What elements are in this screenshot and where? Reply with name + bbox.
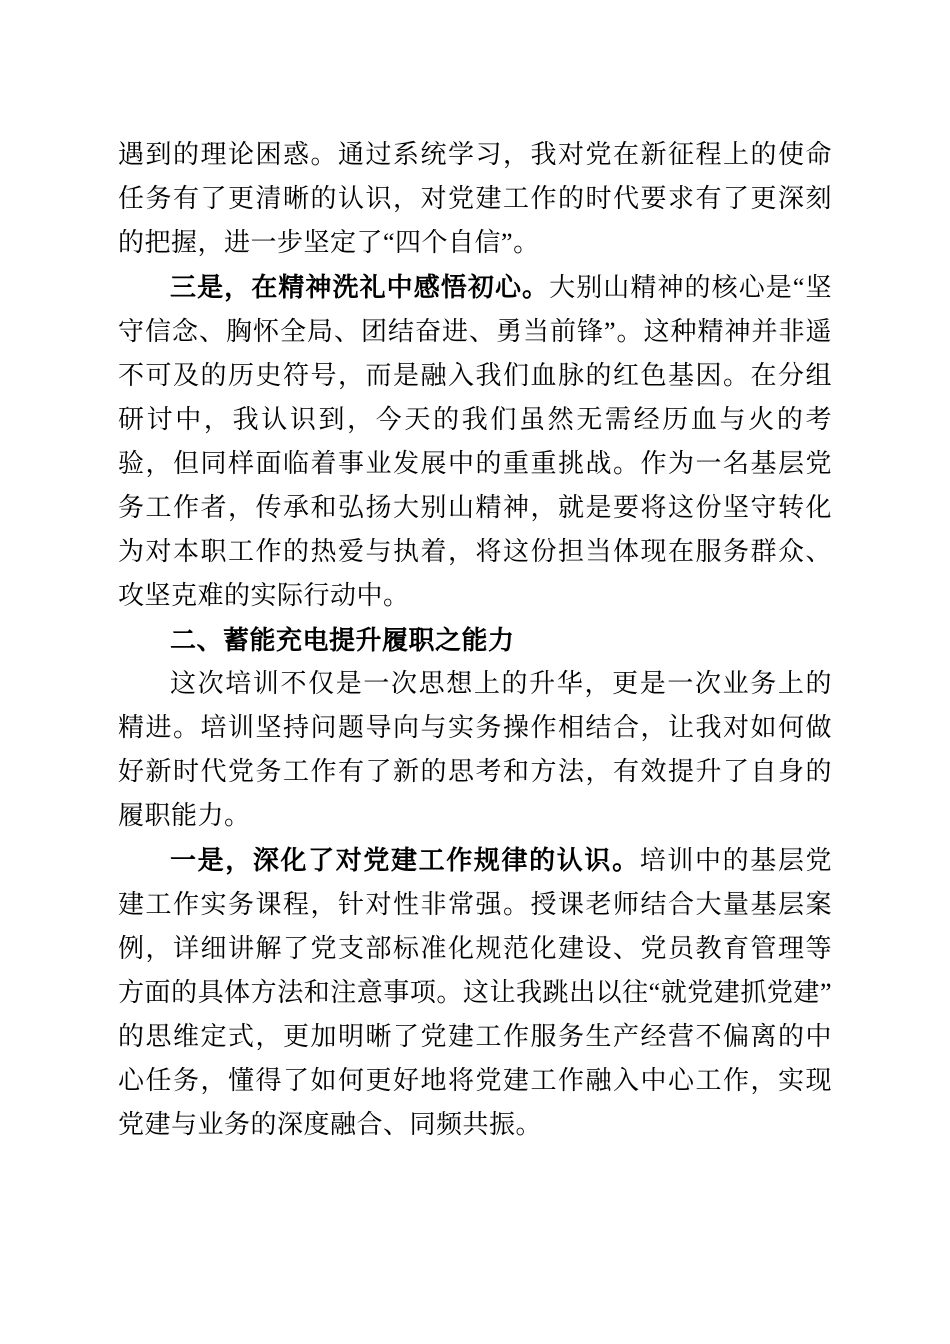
paragraph-lead: 一是，深化了对党建工作规律的认识。 xyxy=(170,845,640,875)
paragraph-lead: 三是，在精神洗礼中感悟初心。 xyxy=(170,272,550,302)
paragraph-text: 遇到的理论困惑。通过系统学习，我对党在新征程上的使命任务有了更清晰的认识，对党建工作的时代要求有了更深刻的把握，进一步坚定了“四个自信”。 xyxy=(118,140,832,257)
paragraph-text: 大别山精神的核心是“坚守信念、胸怀全局、团结奋进、勇当前锋”。这种精神并非遥不可及的历史符号，而是融入我们血脉的红色基因。在分组研讨中，我认识到，今天的我们虽然无需经历血与火的考验，但同样面临着事业发展中的重重挑战。作为一名基层党务工作者，传承和弘扬大别山精神，就是要将这份坚守转化为对本职工作的热爱与执着，将这份担当体现在服务群众、攻坚克难的实际行动中。 xyxy=(118,273,832,610)
paragraph xyxy=(118,133,832,265)
paragraph xyxy=(118,662,832,838)
section-heading: 二、蓄能充电提升履职之能力 xyxy=(170,625,515,655)
paragraph-text: 这次培训不仅是一次思想上的升华，更是一次业务上的精进。培训坚持问题导向与实务操作相结合，让我对如何做好新时代党务工作有了新的思考和方法，有效提升了自身的履职能力。 xyxy=(118,669,832,830)
paragraph xyxy=(118,838,832,1147)
paragraph xyxy=(118,265,832,618)
paragraph-text: 培训中的基层党建工作实务课程，针对性非常强。授课老师结合大量基层案例，详细讲解了党支部标准化规范化建设、党员教育管理等方面的具体方法和注意事项。这让我跳出以往“就党建抓党建”的思维定式，更加明晰了党建工作服务生产经营不偏离的中心任务，懂得了如何更好地将党建工作融入中心工作，实现党建与业务的深度融合、同频共振。 xyxy=(118,846,832,1139)
